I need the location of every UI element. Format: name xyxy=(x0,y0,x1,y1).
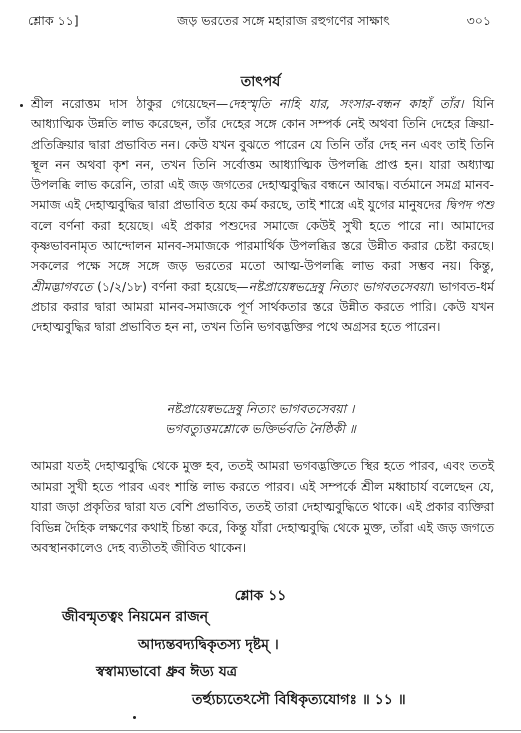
para1-bhagavatam: শ্রীমদ্ভাগবতে xyxy=(31,279,93,294)
quoted-verse xyxy=(0,399,521,439)
para1-body1: যিনি আধ্যাত্মিক উন্নতি লাভ করেছেন, তাঁর দেহের সঙ্গে কোন সম্পর্ক নেই অথবা তিনি দেহের ক্রিয়া-প্রতিক্রিয়ার দ্বারা প্রভাবিত নন। কেউ যখন বুঝতে পারেন যে তিনি তাঁর দেহ নন এবং তাই তিনি স্থূল নন অথবা কৃশ নন, তখন তিনি সর্বোত্তম আধ্যাত্মিক উপলব্ধি প্রাপ্ত হন। যারা অধ্যাত্ম উপলব্ধি লাভ করেনি, তারা এই জড় জগতের দেহাত্মবুদ্ধির বন্ধনে আবদ্ধ। বর্তমানে সমগ্র মানব-সমাজ এই দেহাত্মবুদ্ধির দ্বারা প্রভাবিত হয়ে কর্ম করছে, তাই শাস্ত্রে এই যুগের মানুষদের xyxy=(31,97,494,213)
para1-quote2: নষ্টপ্রায়েষ্বভদ্রেষু নিত্যং ভাগবতসেবয়া xyxy=(248,279,430,294)
para1-body4: । ভাগবত-ধর্ম প্রচার করার দ্বারা আমরা মানব-সমাজকে পূর্ণ সার্থকতার স্তরে উন্নীত করতে পারি। কেউ যখন দেহাত্মবুদ্ধির দ্বারা প্রভাবিত হন না, তখন তিনি ভগবদ্ভক্তির পথে অগ্রসর হতে পারেন। xyxy=(31,279,494,335)
sanskrit-line: তর্হ্যুচ্যতেঽসৌ বিধিকৃত্যযোগঃ ॥ ১১ ॥ xyxy=(192,691,406,708)
para1-body2: বলে বর্ণনা করা হয়েছে। এই প্রকার পশুদের সমাজে কেউই সুখী হতে পারে না। আমাদের কৃষ্ণভাবনামৃত আন্দোলন মানব-সমাজকে পারমার্থিক উপলব্ধির স্তরে উন্নীত করার চেষ্টা করছে। সকলের পক্ষে সঙ্গে সঙ্গে জড় ভরতের মতো আত্ম-উপলব্ধি লাভ করা সম্ভব নয়। কিন্তু, xyxy=(31,218,494,274)
para1-body3: (১/২/১৮) বর্ণনা করা হয়েছে— xyxy=(92,279,249,294)
scan-speck xyxy=(20,104,23,107)
header-chapter-title: জড় ভরতের সঙ্গে মহারাজ রহুগণের সাক্ষাৎ xyxy=(177,13,390,28)
purport-title: তাৎপর্য xyxy=(240,74,281,90)
sloka-heading: শ্লোক ১১ xyxy=(234,588,287,604)
page-bottom-edge xyxy=(0,730,521,731)
verse-line: নষ্টপ্রায়েষ্বভদ্রেষু নিত্যং ভাগবতসেবয়া । xyxy=(166,402,355,416)
para1-quote: দেহস্মৃতি নাহি যার, সংসার-বন্ধন কাহাঁ তাঁর। xyxy=(228,97,464,111)
para1-dvipada: দ্বিপদ পশু xyxy=(445,198,494,213)
page-number: ৩০১ xyxy=(466,13,491,28)
purport-paragraph-1 xyxy=(31,94,494,338)
purport-paragraph-2: আমরা যতই দেহাত্মবুদ্ধি থেকে মুক্ত হব, ততই আমরা ভগবদ্ভক্তিতে স্থির হতে পারব, এবং ততই আমরা সুখী হতে পারব এবং শান্তি লাভ করতে পারব। এই সম্পর্কে শ্রীল মধ্বাচার্য বলেছেন যে, যারা জড়া প্রকৃতির দ্বারা যত বেশি প্রভাবিত, ততই তারা দেহাত্মবুদ্ধিতে থাকে। এই প্রকার ব্যক্তিরা বিভিন্ন দৈহিক লক্ষণের কথাই চিন্তা করে, কিন্তু যাঁরা দেহাত্মবুদ্ধি থেকে মুক্ত, তাঁরা এই জড় জগতে অবস্থানকালেও দেহ ব্যতীতই জীবিত থাকেন। xyxy=(31,459,495,555)
sanskrit-line: জীবন্মৃতত্বং নিয়মেন রাজন্ xyxy=(62,609,209,625)
header-verse-ref: শ্লোক ১১] xyxy=(28,13,79,28)
para1-intro: শ্রীল নরোত্তম দাস ঠাকুর গেয়েছেন— xyxy=(31,97,229,111)
page-header xyxy=(28,12,491,34)
scan-speck xyxy=(133,716,136,719)
sanskrit-verse xyxy=(0,604,521,714)
sanskrit-line: স্বস্বাম্যভাবো ধ্রুব ঈড্য যত্র xyxy=(96,664,238,680)
verse-line: ভগবত্যুত্তমশ্লোকে ভক্তির্ভবতি নৈষ্ঠিকী ॥ xyxy=(165,422,356,436)
sanskrit-line: আদ্যন্তবদ্যদ্বিকৃতস্য দৃষ্টম্ । xyxy=(138,636,279,653)
